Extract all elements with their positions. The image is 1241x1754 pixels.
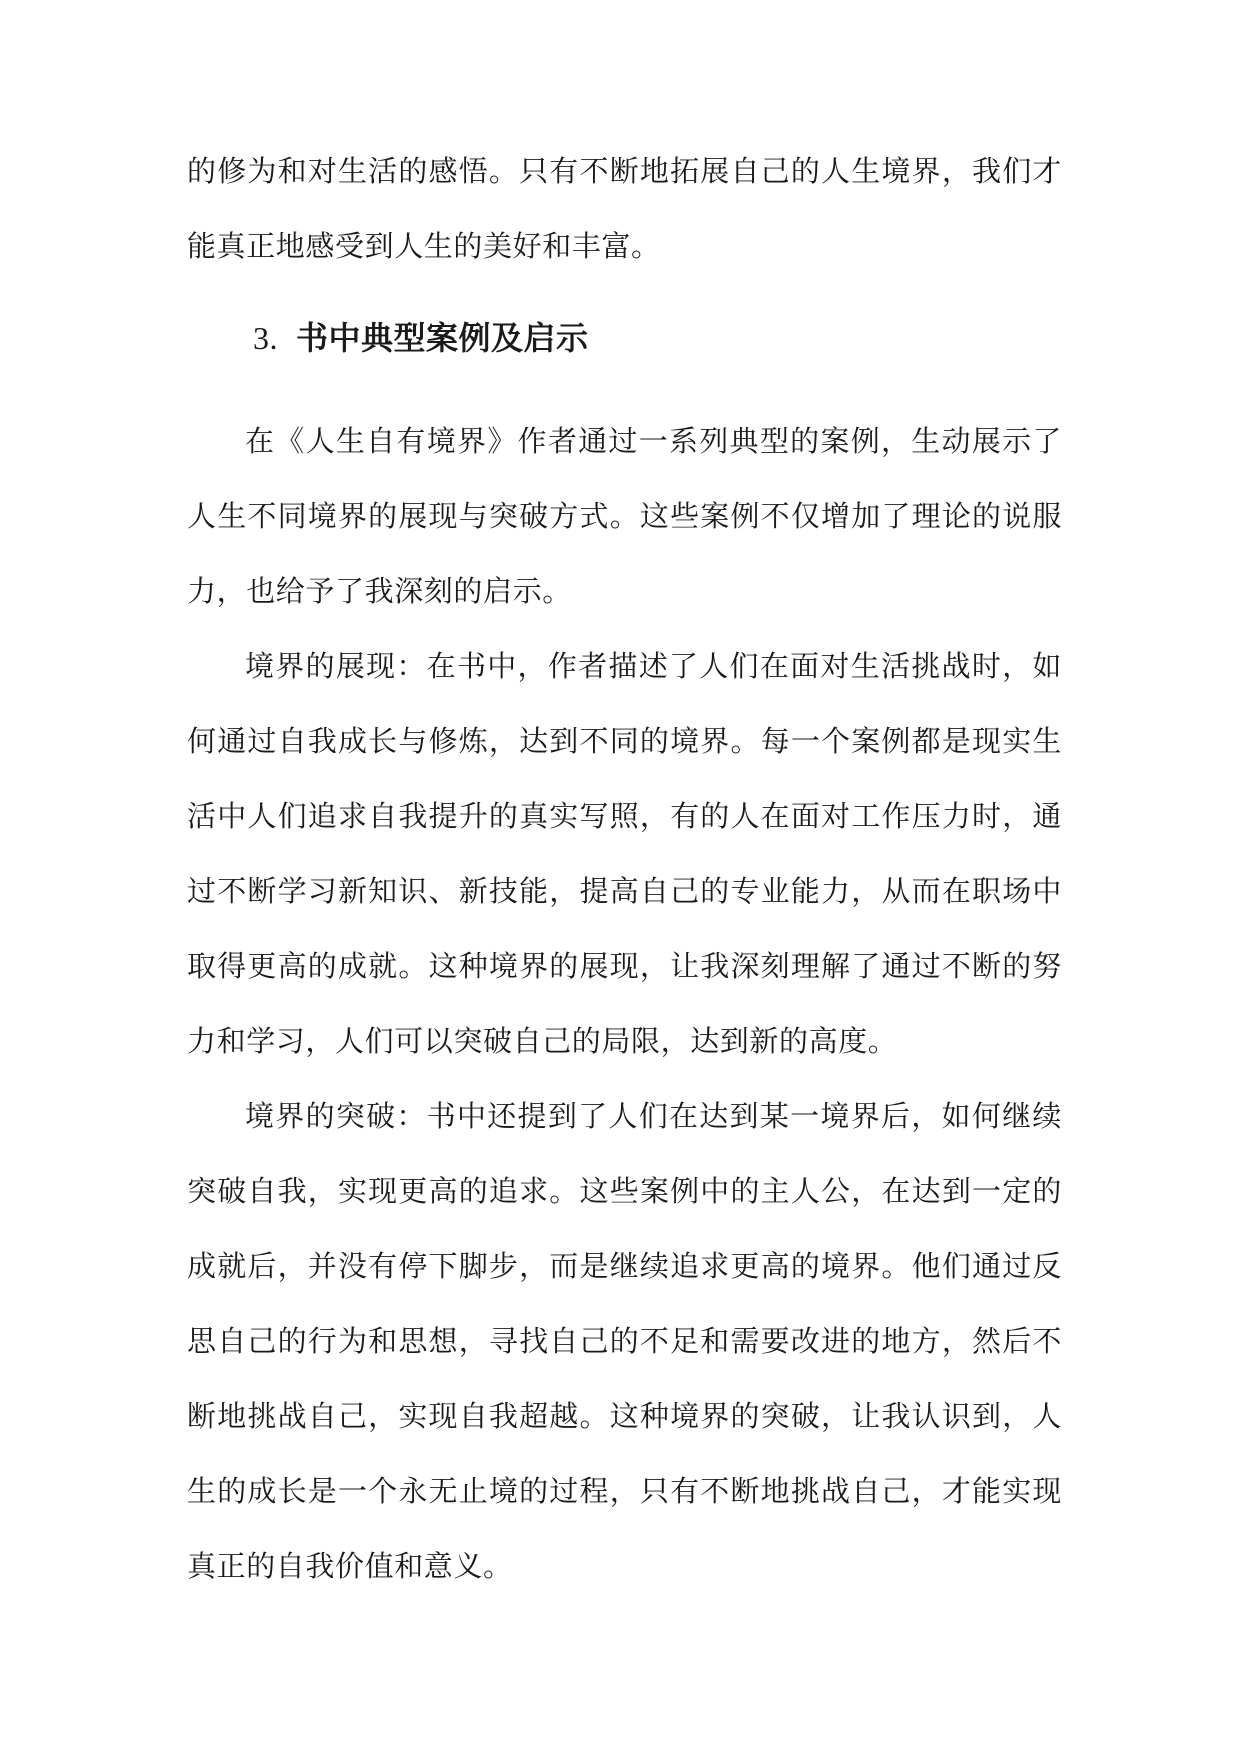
section-heading [253, 318, 589, 358]
paragraph-realm-breakthrough: 境界的突破：书中还提到了人们在达到某一境界后，如何继续突破自我，实现更高的追求。这些案例中的主人公，在达到一定的成就后，并没有停下脚步，而是继续追求更高的境界。他们通过反思自己的行为和思想，寻找自己的不足和需要改进的地方，然后不断地挑战自己，实现自我超越。这种境界的突破，让我认识到，人生的成长是一个永无止境的过程，只有不断地挑战自己，才能实现真正的自我价值和意义。 [187, 1099, 1062, 1583]
section-title: 书中典型案例及启示 [296, 319, 589, 357]
section-number: 3. [253, 320, 278, 356]
paragraph-intro: 在《人生自有境界》作者通过一系列典型的案例，生动展示了人生不同境界的展现与突破方式。这些案例不仅增加了理论的说服力，也给予了我深刻的启示。 [187, 424, 1062, 608]
paragraph-realm-display: 境界的展现：在书中，作者描述了人们在面对生活挑战时，如何通过自我成长与修炼，达到不同的境界。每一个案例都是现实生活中人们追求自我提升的真实写照，有的人在面对工作压力时，通过不断学习新知识、新技能，提高自己的专业能力，从而在职场中取得更高的成就。这种境界的展现，让我深刻理解了通过不断的努力和学习，人们可以突破自己的局限，达到新的高度。 [187, 649, 1062, 1058]
continuation-paragraph: 的修为和对生活的感悟。只有不断地拓展自己的人生境界，我们才能真正地感受到人生的美好和丰富。 [187, 154, 1062, 263]
